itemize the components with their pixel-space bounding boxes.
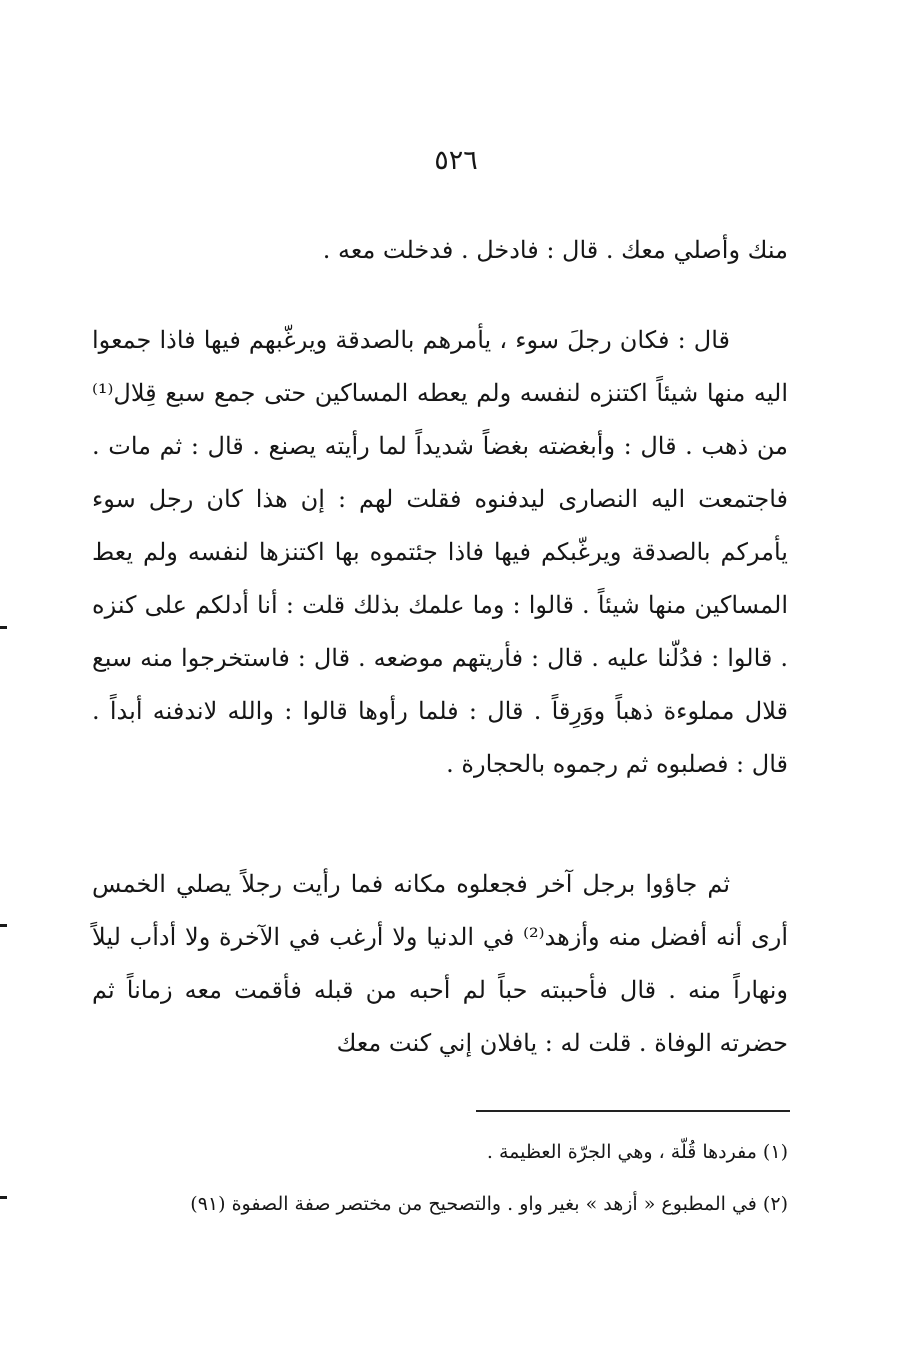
- scan-edge-mark: [0, 924, 7, 927]
- footnote-1: (١) مفردها قُلّة ، وهي الجرّة العظيمة .: [486, 1141, 788, 1163]
- footnotes: [80, 1130, 788, 1234]
- page-number: ٥٢٦: [434, 145, 478, 176]
- paragraph-story: قال : فكان رجلَ سوء ، يأمرهم بالصدقة ويرغّبهم فيها فاذا جمعوا اليه منها شيئاً اكتنزه لنفسه ولم يعطه المساكين حتى جمع سبع قِلال⁽¹⁾ من ذهب . قال : وأبغضته بغضاً شديداً لما رأيته يصنع . قال : ثم مات . فاجتمعت اليه النصارى ليدفنوه فقلت لهم : إن هذا كان رجل سوء يأمركم بالصدقة ويرغّبكم فيها فاذا جئتموه بها اكتنزها لنفسه ولم يعط المساكين منها شيئاً . قالوا : وما علمك بذلك قلت : أنا أدلكم على كنزه . قالوا : فدُلّنا عليه . قال : فأريتهم موضعه . قال : فاستخرجوا منه سبع قلال مملوءة ذهباً ووَرِقاً . قال : فلما رأوها قالوا : والله لاندفنه أبداً . قال : فصلبوه ثم رجموه بالحجارة .: [92, 326, 788, 778]
- paragraph-continuation: منك وأصلي معك . قال : فادخل . فدخلت معه .: [322, 236, 788, 264]
- footnote-divider: [476, 1110, 790, 1112]
- footnote-2: (٢) في المطبوع « أزهد » بغير واو . والتصحيح من مختصر صفة الصفوة (٩١): [190, 1193, 788, 1215]
- paragraph-story-continued: ثم جاؤوا برجل آخر فجعلوه مكانه فما رأيت رجلاً يصلي الخمس أرى أنه أفضل منه وأزهد⁽²⁾ في الدنيا ولا أرغب في الآخرة ولا أدأب ليلاً ونهاراً منه . قال فأحببته حباً لم أحبه من قبله فأقمت معه زماناً ثم حضرته الوفاة . قلت له : يافلان إني كنت معك: [92, 870, 788, 1057]
- scan-edge-mark: [0, 626, 7, 629]
- scan-edge-mark: [0, 1196, 7, 1199]
